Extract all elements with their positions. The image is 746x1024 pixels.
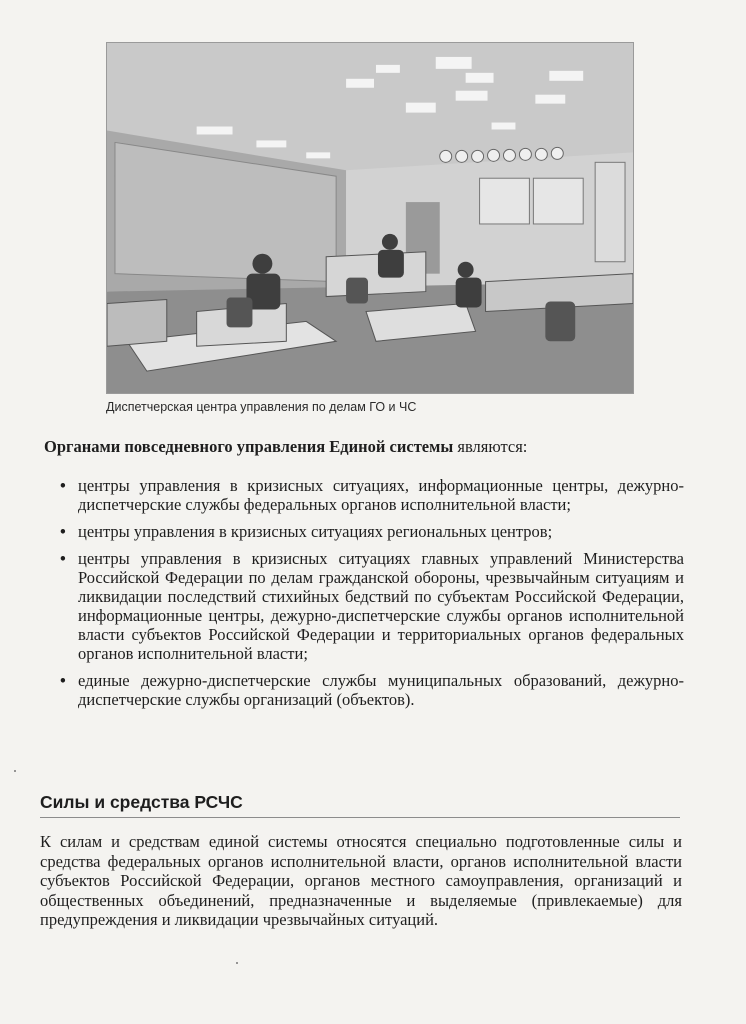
- bullet-icon: •: [60, 522, 66, 541]
- list-item: [60, 476, 684, 514]
- scan-speck: [14, 770, 16, 772]
- intro-rest-text: являются:: [453, 437, 528, 456]
- list-item: [60, 522, 684, 541]
- intro-bold-text: Органами повседневного управления Единой системы: [44, 437, 454, 456]
- list-item-text: центры управления в кризисных ситуациях региональных центров;: [78, 522, 553, 541]
- list-item-text: единые дежурно-диспетчерские службы муниципальных образований, дежурно-диспетчерские службы организаций (объектов).: [78, 671, 684, 709]
- intro-sentence: [44, 436, 684, 458]
- scan-speck: [236, 962, 238, 964]
- bullet-icon: •: [60, 671, 66, 690]
- list-item-text: центры управления в кризисных ситуациях, информационные центры, дежурно-диспетчерские службы федеральных органов исполнительной власти;: [78, 476, 684, 514]
- list-item: [60, 549, 684, 663]
- section-paragraph: К силам и средствам единой системы относятся специально подготовленные силы и средства федеральных органов исполнительной власти, органов исполнительной власти субъектов Российской Федерации, органов местного самоуправления, организаций и общественных объединений, предназначенные и выделяемые (привлекаемые) для предупреждения и ликвидации чрезвычайных ситуаций.: [40, 832, 682, 929]
- photo-caption: Диспетчерская центра управления по делам ГО и ЧС: [106, 400, 417, 414]
- bullet-icon: •: [60, 476, 66, 495]
- control-room-photo: [106, 42, 634, 394]
- section-title: Силы и средства РСЧС: [40, 792, 680, 818]
- control-room-illustration: [107, 43, 633, 393]
- list-item: [60, 671, 684, 709]
- bullet-icon: •: [60, 549, 66, 568]
- list-item-text: центры управления в кризисных ситуациях главных управлений Министерства Российской Федерации по делам гражданской обороны, чрезвычайным ситуациям и ликвидации последствий стихийных бедствий по субъектам Российской Федерации, информационные центры, дежурно-диспетчерские службы органов исполнительной власти субъектов Российской Федерации и территориальных органов федеральных органов исполнительной власти;: [78, 549, 684, 663]
- management-bodies-list: [60, 476, 684, 717]
